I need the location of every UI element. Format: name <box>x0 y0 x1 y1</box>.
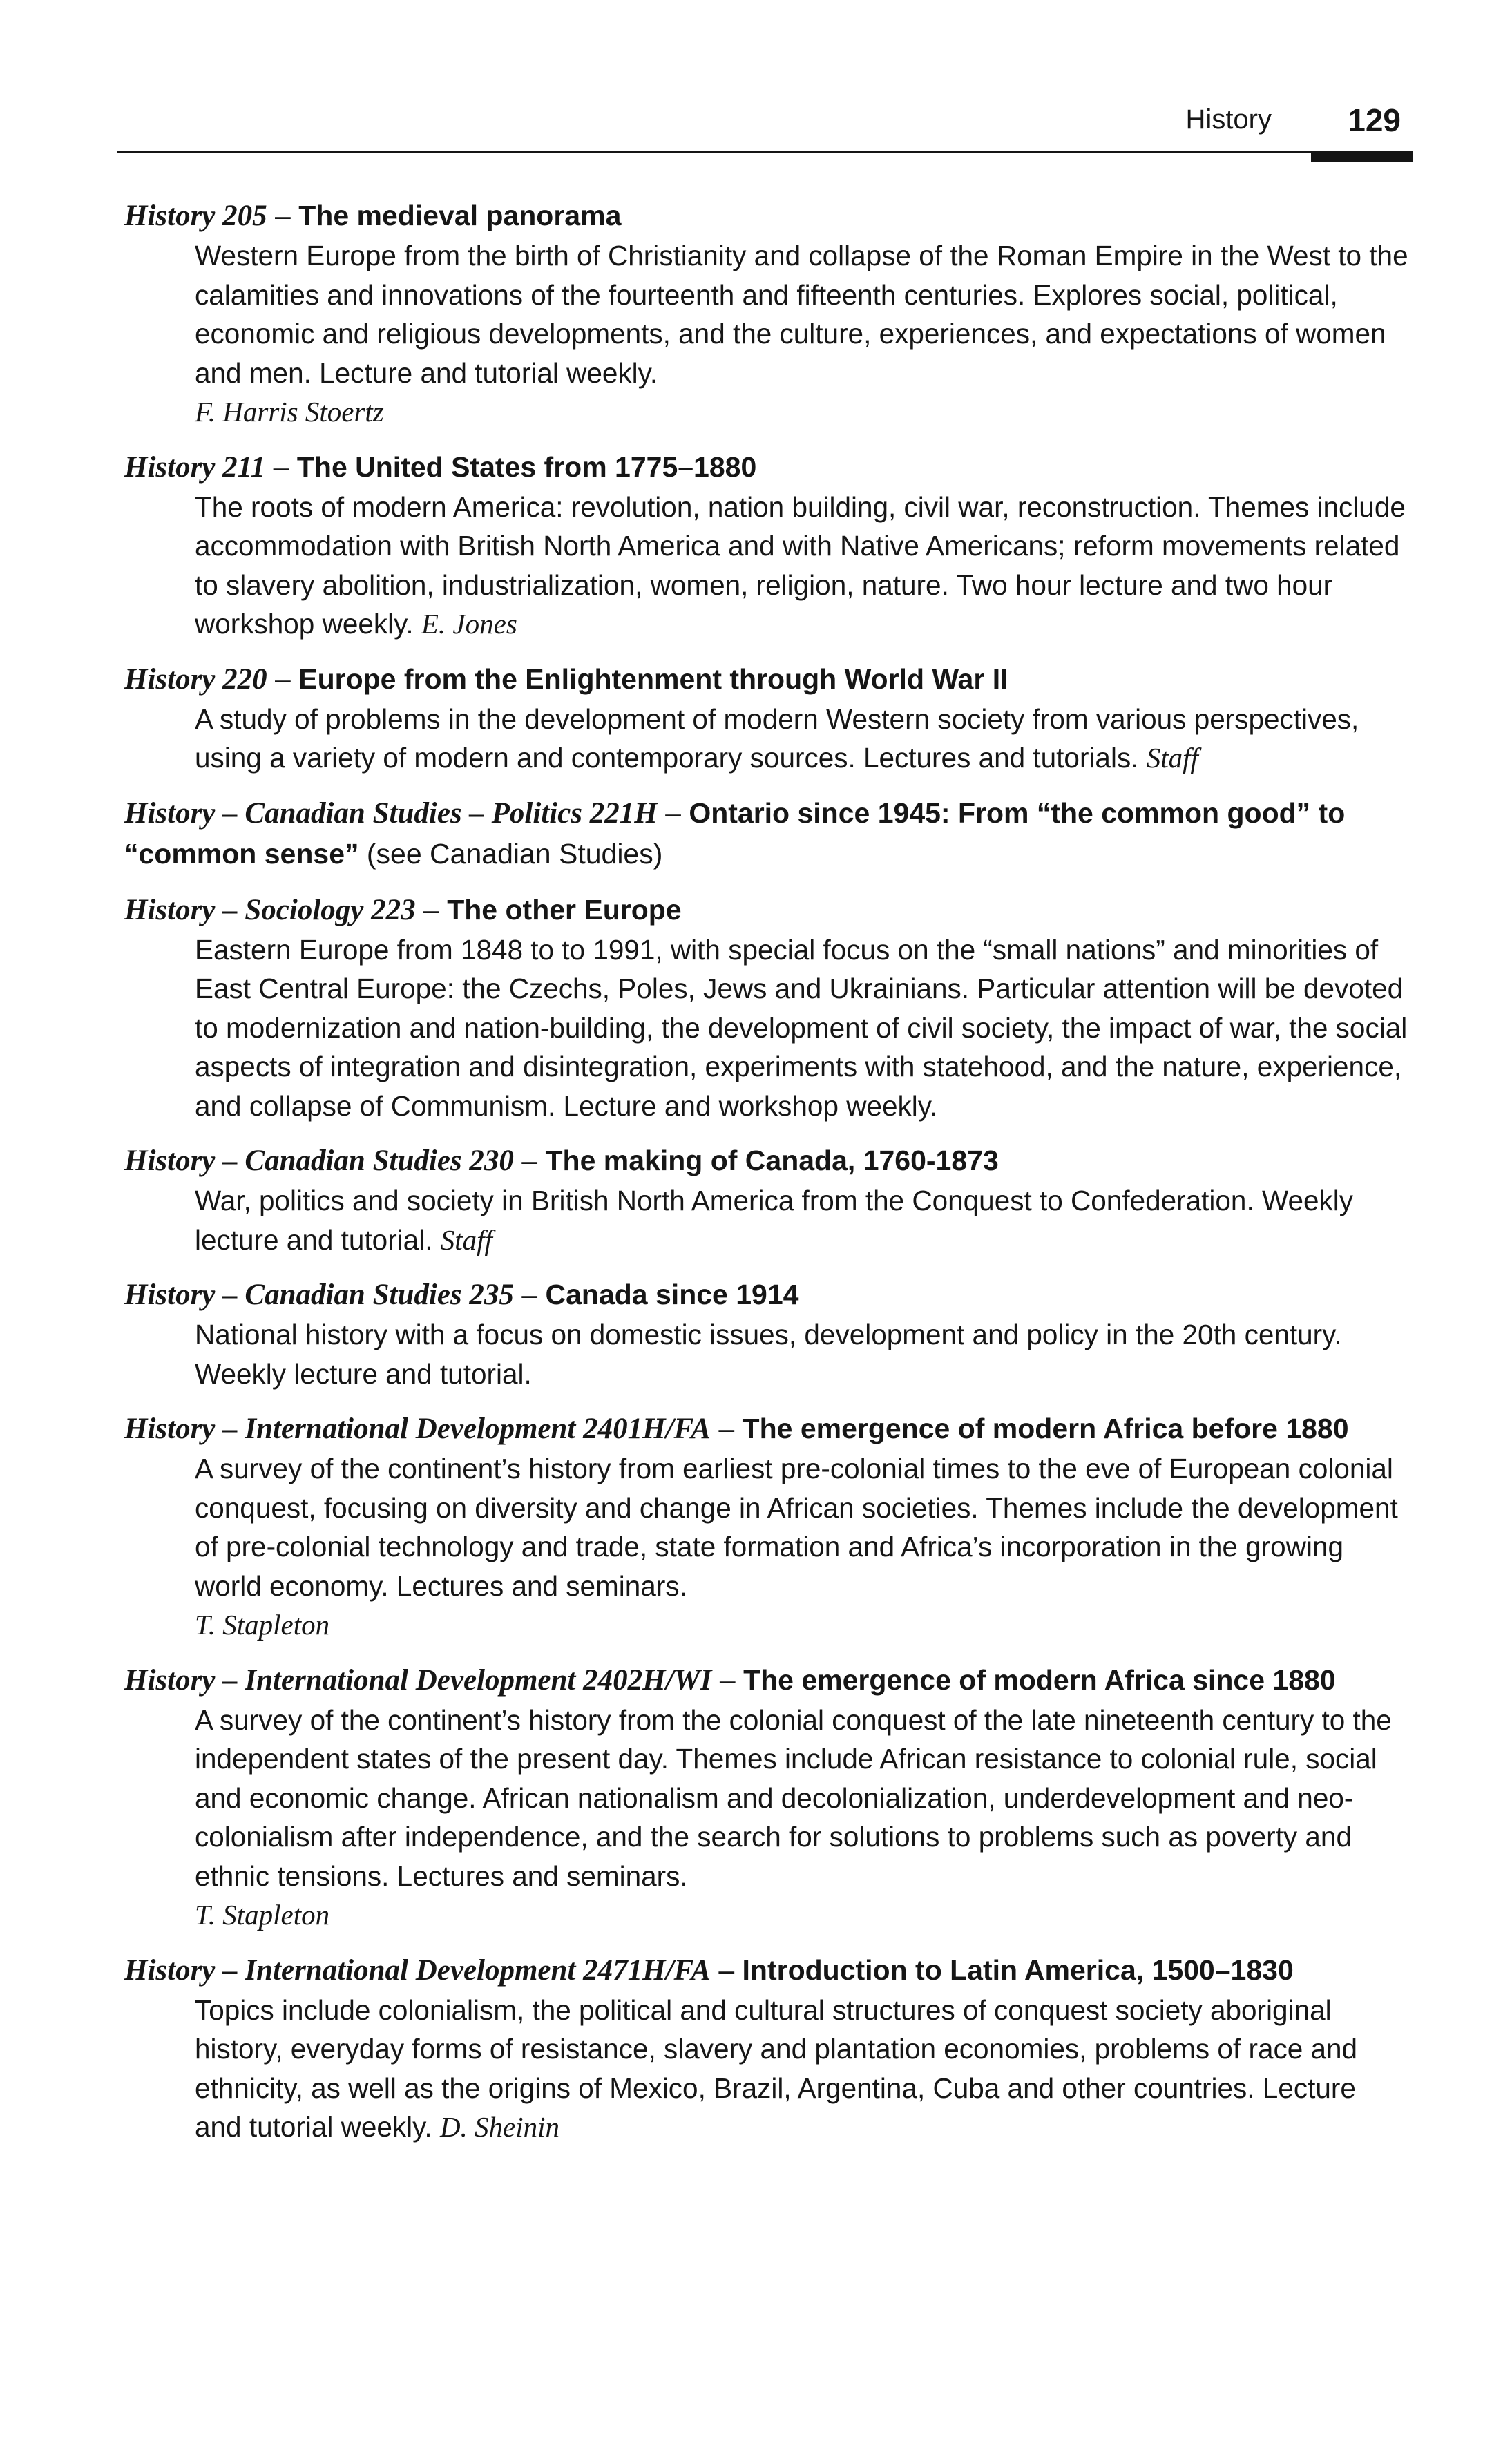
course-entry <box>124 1660 1409 1935</box>
course-code: History 211 <box>124 450 266 484</box>
course-code: History – International Development 2471H/FA <box>124 1953 711 1987</box>
course-entry <box>124 890 1409 1126</box>
course-title: The medieval panorama <box>298 200 622 231</box>
course-description-text: National history with a focus on domestic issues, development and policy in the 20th century. Weekly lecture and tutorial. <box>195 1319 1342 1390</box>
running-head: History <box>1185 104 1272 135</box>
course-code: History – Canadian Studies 235 <box>124 1279 514 1311</box>
course-code: History – Sociology 223 <box>124 893 416 926</box>
course-description <box>195 1701 1409 1935</box>
course-instructor: T. Stapleton <box>195 1609 330 1641</box>
course-code: History – International Development 2402H/WI <box>124 1663 712 1697</box>
course-instructor: F. Harris Stoertz <box>195 396 384 428</box>
course-description <box>195 1449 1409 1645</box>
course-entry <box>124 1408 1409 1645</box>
course-entry <box>124 659 1409 778</box>
cross-reference-note: (see Canadian Studies) <box>366 837 663 870</box>
course-instructor: T. Stapleton <box>195 1899 330 1931</box>
course-title: Canada since 1914 <box>545 1279 799 1310</box>
course-entry <box>124 195 1409 432</box>
page-header <box>117 100 1413 150</box>
course-heading: History – International Development 2402H/WI – The emergence of modern Africa since 1880 <box>124 1663 1336 1697</box>
course-description-text: Topics include colonialism, the political and cultural structures of conquest society aboriginal history, everyday forms of resistance, slavery and plantation economies, problems of race and ethnicity, as well as the origins of Mexico, Brazil, Argentina, Cuba and other countries. Lecture and tutorial weekly. <box>195 1994 1358 2143</box>
course-description <box>195 1181 1409 1259</box>
course-title: The United States from 1775–1880 <box>296 450 757 483</box>
course-code: History – Canadian Studies – Politics 221H <box>124 796 658 830</box>
course-description-text: Western Europe from the birth of Christianity and collapse of the Roman Empire in the West to the calamities and innovations of the fourteenth and fifteenth centuries. Explores social, political, economic and religious developments, and the culture, experiences, and expectations of women and men. Lecture and tutorial weekly. <box>195 240 1408 389</box>
course-description-text: Eastern Europe from 1848 to to 1991, with special focus on the “small nations” and minorities of East Central Europe: the Czechs, Poles, Jews and Ukrainians. Particular attention will be devoted to modernization and nation-building, the development of civil society, the impact of war, the social aspects of integration and disintegration, experiments with statehood, and the nature, experience, and collapse of Communism. Lecture and workshop weekly. <box>195 933 1408 1122</box>
course-description <box>195 700 1409 778</box>
course-heading: History – International Development 2471H/FA – Introduction to Latin America, 1500–1830 <box>124 1953 1294 1987</box>
course-code: History 220 <box>124 662 267 696</box>
course-description-text: A survey of the continent’s history from the colonial conquest of the late nineteenth century to the independent states of the present day. Themes include African resistance to colonial rule, social and economic change. African nationalism and decolonialization, underdevelopment and neo-colonialism after independence, and the search for solutions to problems such as poverty and ethnic tensions. Lectures and seminars. <box>195 1703 1392 1892</box>
header-rule <box>117 151 1413 153</box>
course-instructor: Staff <box>1146 742 1198 774</box>
course-description <box>195 488 1409 644</box>
course-title: Ontario since 1945: From “the common good” to “common sense” <box>124 796 1346 870</box>
course-title: Europe from the Enlightenment through World War II <box>298 662 1008 695</box>
course-heading: History 211 – The United States from 1775–1880 <box>124 450 757 484</box>
course-description-text: The roots of modern America: revolution, nation building, civil war, reconstruction. Themes include accommodation with British North America and with Native Americans; reform movements related to slavery abolition, industrialization, women, religion, nature. Two hour lecture and two hour workshop weekly. <box>195 490 1406 640</box>
course-description <box>195 1315 1409 1393</box>
course-instructor: E. Jones <box>421 608 517 640</box>
course-heading: History – Canadian Studies 230 – The making of Canada, 1760-1873 <box>124 1145 999 1177</box>
course-code: History – International Development 2401H/FA <box>124 1413 711 1445</box>
course-listing <box>124 195 1409 2162</box>
course-title: The emergence of modern Africa since 1880 <box>743 1663 1336 1696</box>
course-entry <box>124 1274 1409 1393</box>
course-heading: History – Canadian Studies 235 – Canada since 1914 <box>124 1279 799 1311</box>
course-description-text: A study of problems in the development of modern Western society from various perspectives, using a variety of modern and contemporary sources. Lectures and tutorials. <box>195 703 1359 774</box>
course-entry <box>124 447 1409 644</box>
course-entry <box>124 1950 1409 2147</box>
course-entry <box>124 793 1409 875</box>
course-description-text: War, politics and society in British North America from the Conquest to Confederation. Weekly lecture and tutorial. <box>195 1185 1353 1256</box>
course-heading: History – International Development 2401H/FA – The emergence of modern Africa before 1880 <box>124 1413 1349 1445</box>
course-heading: History 205 – The medieval panorama <box>124 200 622 232</box>
course-code: History – Canadian Studies 230 <box>124 1145 514 1177</box>
course-description <box>195 1991 1409 2147</box>
course-title: The emergence of modern Africa before 1880 <box>742 1413 1349 1444</box>
course-description-text: A survey of the continent’s history from earliest pre-colonial times to the eve of European colonial conquest, focusing on diversity and change in African societies. Themes include the development of pre-colonial technology and trade, state formation and Africa’s incorporation in the growing world economy. Lectures and seminars. <box>195 1453 1398 1602</box>
header-rule-tab <box>1311 153 1413 162</box>
course-instructor: Staff <box>440 1223 492 1256</box>
course-instructor: D. Sheinin <box>439 2111 560 2143</box>
course-heading: History 220 – Europe from the Enlightenment through World War II <box>124 662 1008 696</box>
course-title: The making of Canada, 1760-1873 <box>545 1145 999 1176</box>
course-entry <box>124 1140 1409 1259</box>
course-code: History 205 <box>124 200 267 232</box>
course-description <box>195 930 1409 1126</box>
course-title: The other Europe <box>447 893 682 926</box>
course-heading: History – Canadian Studies – Politics 221H – Ontario since 1945: From “the common good” to “common sense” (see Canadian Studies) <box>124 796 1346 870</box>
page-number: 129 <box>1348 102 1401 138</box>
course-description <box>195 236 1409 432</box>
course-title: Introduction to Latin America, 1500–1830 <box>742 1953 1294 1986</box>
course-heading: History – Sociology 223 – The other Europe <box>124 893 682 926</box>
